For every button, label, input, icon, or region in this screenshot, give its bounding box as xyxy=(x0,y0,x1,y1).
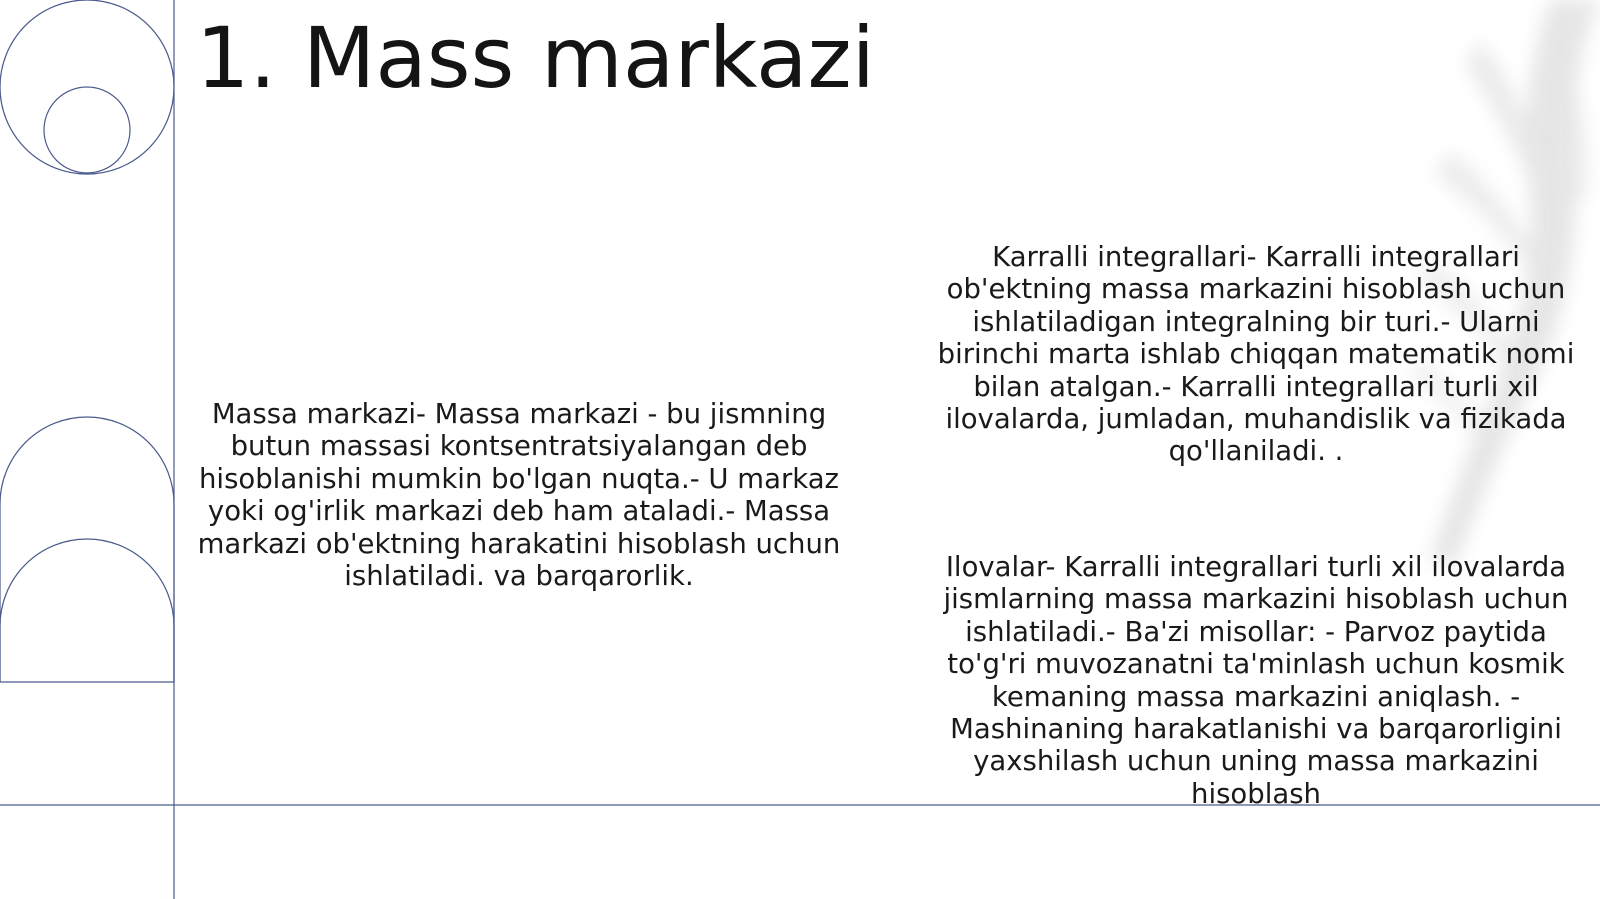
mass-center-definition-text: Massa markazi- Massa markazi - bu jismning butun massasi kontsentratsiyalangan deb hisoblanishi mumkin bo'lgan nuqta.- U markaz yoki og'irlik markazi deb ham ataladi.- Massa markazi ob'ektning harakatini hisoblash uchun ishlatiladi. va barqarorlik. xyxy=(197,398,841,593)
slide-title: 1. Mass markazi xyxy=(196,9,875,107)
lower-arch-outline xyxy=(0,539,174,682)
multiple-integrals-text: Karralli integrallari- Karralli integrallari ob'ektning massa markazini hisoblash uchun ishlatiladigan integralning bir turi.- Ularni birinchi marta ishlab chiqqan matematik nomi bilan atalgan.- Karralli integrallari turli xil ilovalarda, jumladan, muhandislik va fizikada qo'llaniladi. . xyxy=(937,241,1575,468)
applications-text: Ilovalar- Karralli integrallari turli xil ilovalarda jismlarning massa markazini hisoblash uchun ishlatiladi.- Ba'zi misollar: - Parvoz paytida to'g'ri muvozanatni ta'minlash uchun kosmik kemaning massa markazini aniqlash. - Mashinaning harakatlanishi va barqarorligini yaxshilash uchun uning massa markazini hisoblash xyxy=(943,551,1569,810)
small-circle-outline xyxy=(44,87,130,173)
upper-arch-outline xyxy=(0,417,174,682)
